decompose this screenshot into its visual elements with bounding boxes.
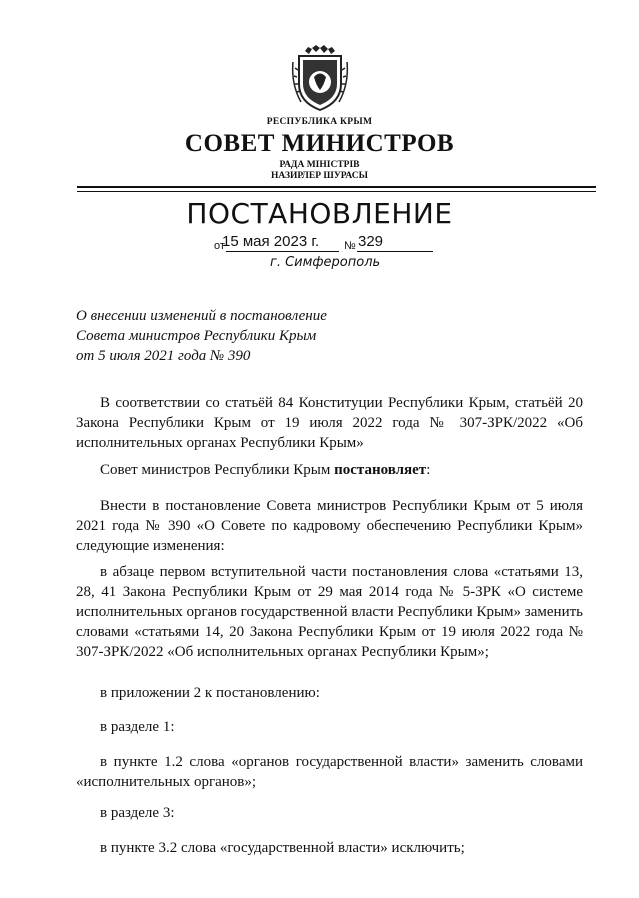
council-name-crimean-tatar: НАЗИРЛЕР ШУРАСЫ — [271, 171, 368, 181]
decree-number: 329 — [358, 233, 384, 250]
header-rule-thin — [77, 191, 596, 192]
body-paragraph-section1: в разделе 1: — [100, 719, 175, 735]
date-underline — [226, 251, 339, 252]
decree-subject — [76, 306, 327, 366]
body-paragraph-amend: Внести в постановление Совета министров Республики Крым от 5 июля 2021 года № 390 «О Совете по кадровому обеспечению Республики Крым» следующие изменения: — [76, 498, 583, 554]
header-rule-thick — [77, 186, 596, 188]
coat-of-arms-emblem — [291, 44, 349, 112]
subject-line: от 5 июля 2021 года № 390 — [76, 348, 251, 364]
resolves-keyword: постановляет — [334, 462, 427, 478]
decree-title: ПОСТАНОВЛЕНИЕ — [186, 197, 453, 230]
council-name-ukrainian: РАДА МІНІСТРІВ — [279, 160, 360, 170]
decree-date: 15 мая 2023 г. — [222, 233, 320, 250]
date-prefix: от — [214, 240, 225, 252]
number-underline — [357, 251, 433, 252]
body-paragraph-item-1-2: в пункте 1.2 слова «органов государственной власти» заменить словами «исполнительных органов»; — [76, 754, 583, 790]
body-paragraph-preamble: В соответствии со статьёй 84 Конституции Республики Крым, статьёй 20 Закона Республики Крым от 19 июля 2022 года № 307-ЗРК/2022 «Об исполнительных органах Республики Крым» — [76, 395, 583, 451]
subject-line: Совета министров Республики Крым — [76, 328, 317, 344]
body-paragraph-item-3-2: в пункте 3.2 слова «государственной власти» исключить; — [100, 840, 465, 856]
body-paragraph-annex: в приложении 2 к постановлению: — [100, 685, 320, 701]
body-paragraph-section3: в разделе 3: — [100, 805, 175, 821]
council-title: СОВЕТ МИНИСТРОВ — [184, 130, 455, 157]
body-paragraph-intro-change: в абзаце первом вступительной части постановления слова «статьями 13, 28, 41 Закона Республики Крым от 29 мая 2014 года № 5-ЗРК «О системе исполнительных органов государственной власти Республики Крым» заменить словами «статьями 14, 20 Закона Республики Крым от 19 июля 2022 года № 307-ЗРК/2022 «Об исполнительных органах Республики Крым»; — [76, 564, 583, 660]
republic-label: РЕСПУБЛИКА КРЫМ — [266, 117, 373, 127]
decree-city: г. Симферополь — [270, 255, 381, 270]
body-paragraph-resolution: Совет министров Республики Крым постановляет: — [100, 462, 431, 478]
subject-line: О внесении изменений в постановление — [76, 308, 327, 324]
number-prefix: № — [344, 240, 356, 252]
